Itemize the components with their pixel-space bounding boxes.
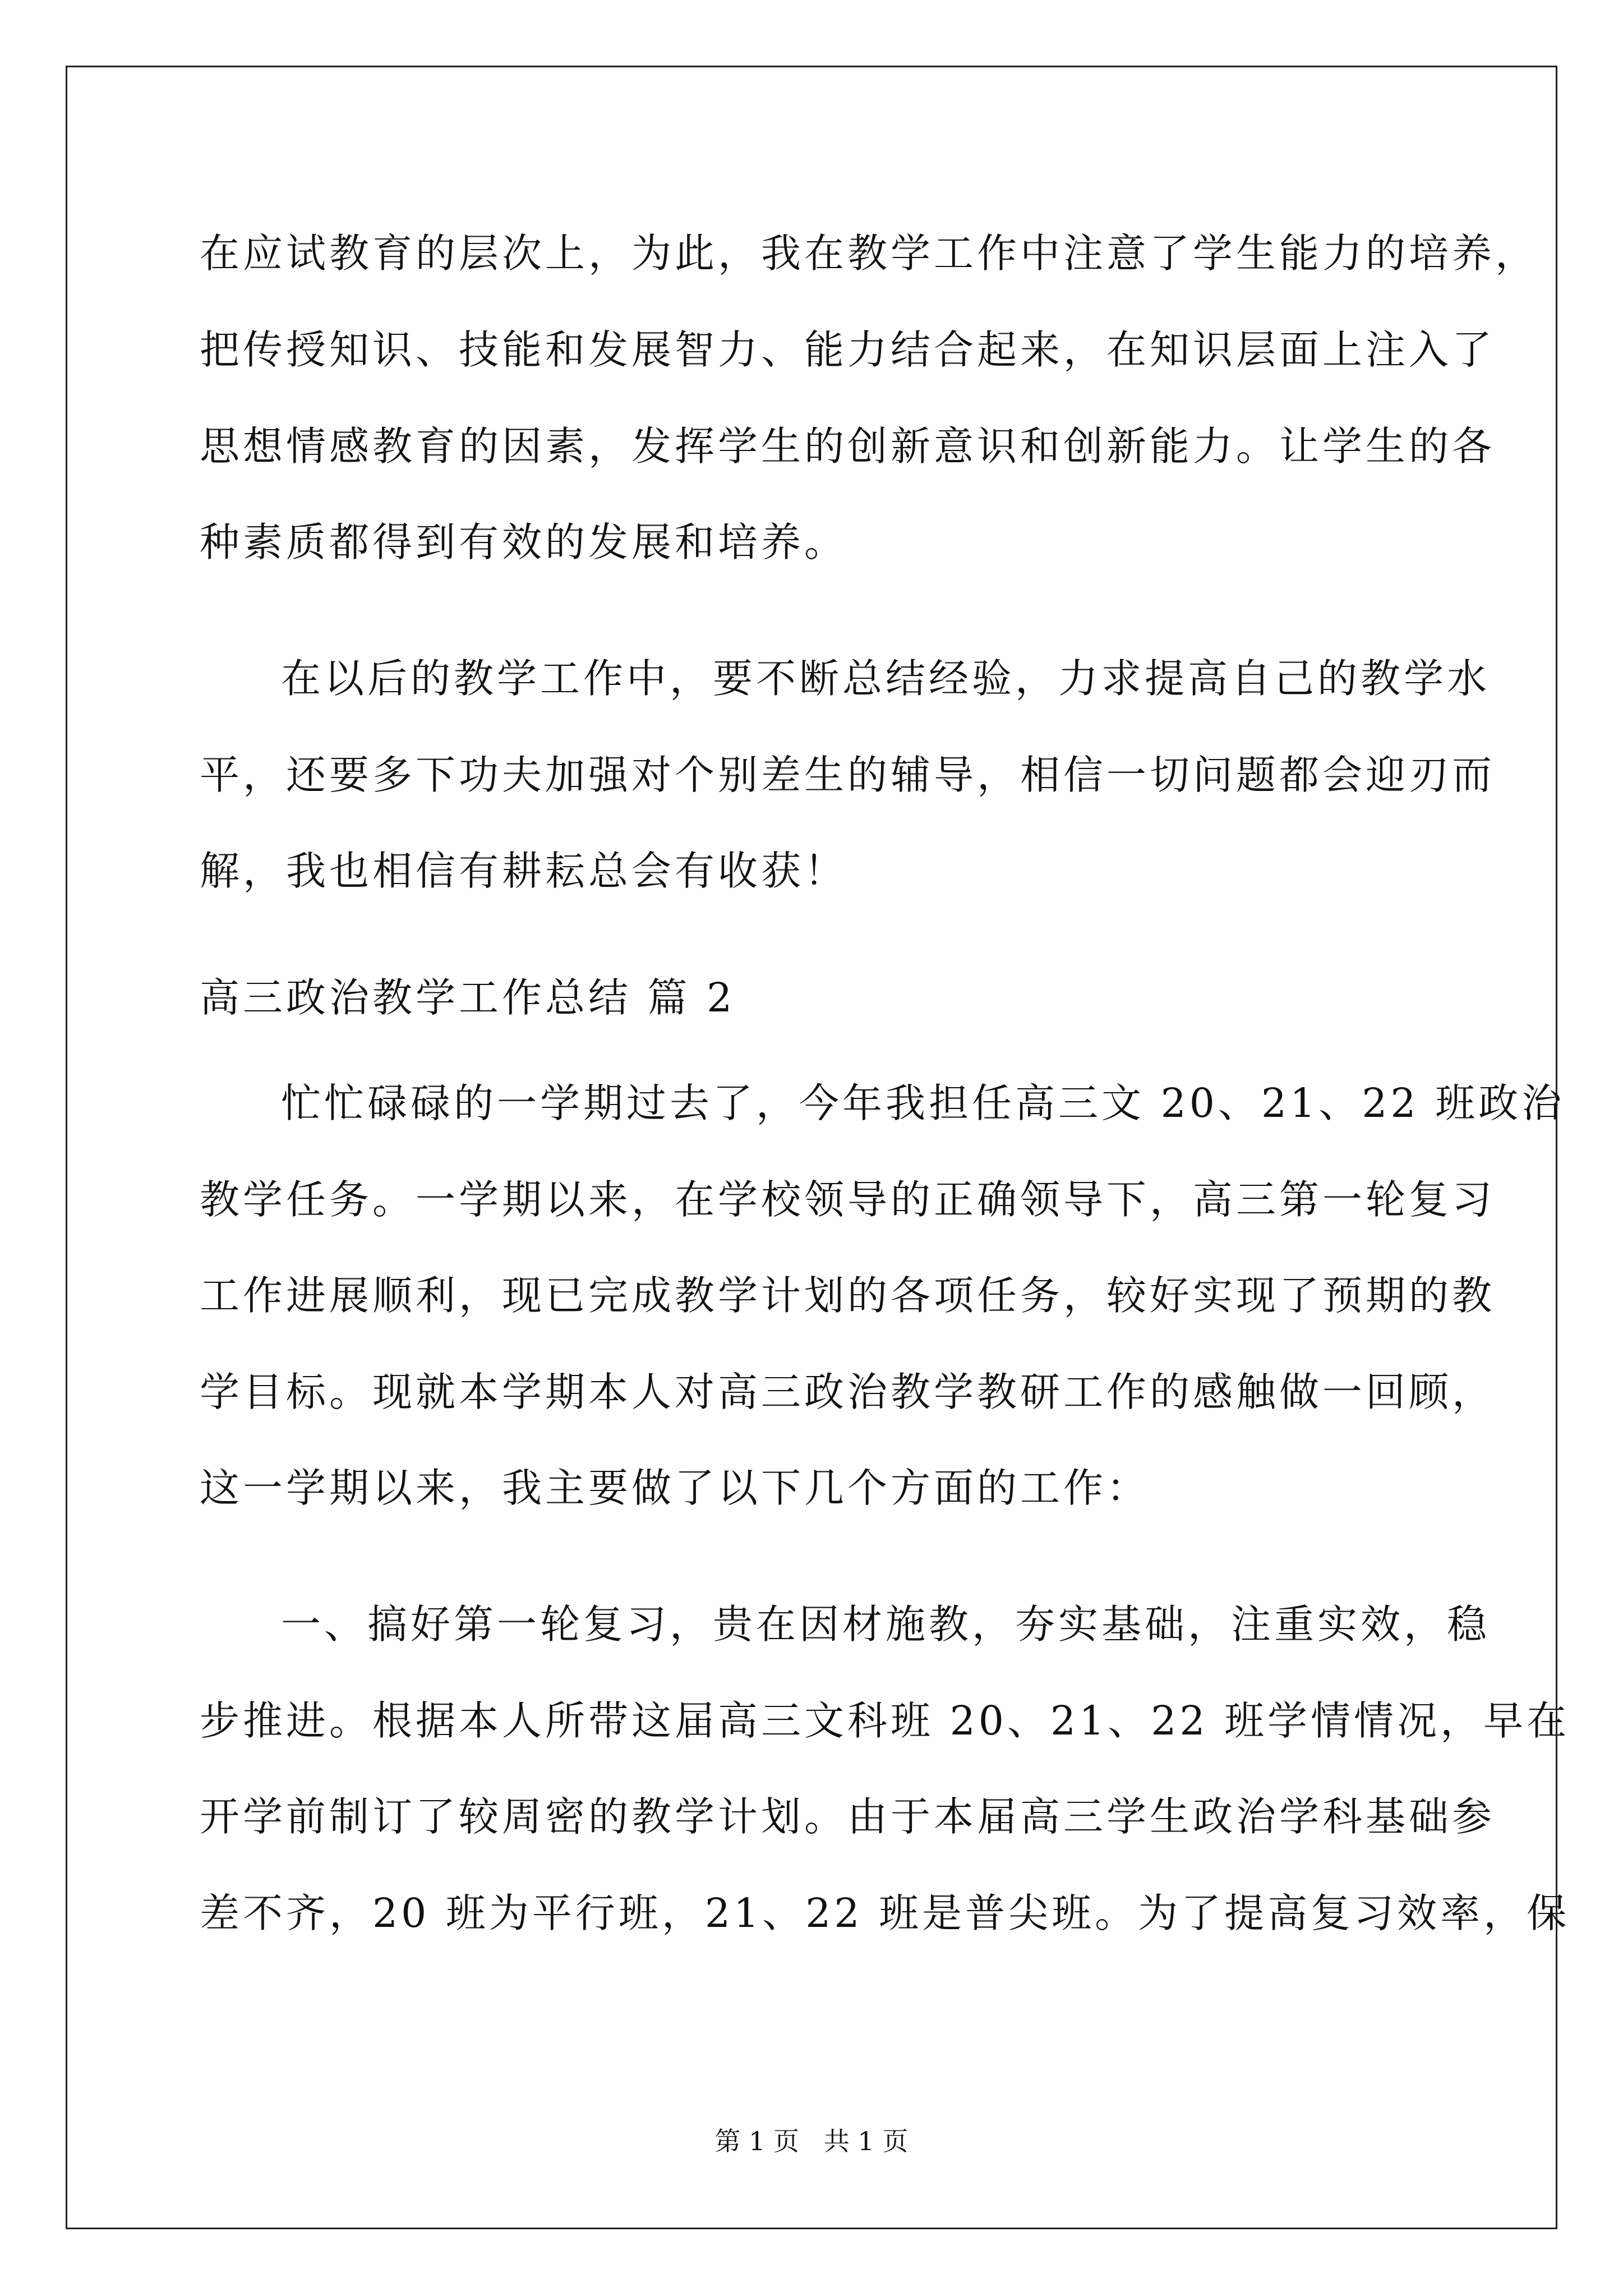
- text-line: 把传授知识、技能和发展智力、能力结合起来，在知识层面上注入了: [200, 326, 1496, 373]
- text-line: 一、搞好第一轮复习，贵在因材施教，夯实基础，注重实效，稳: [281, 1601, 1491, 1648]
- text-line: 工作进展顺利，现已完成教学计划的各项任务，较好实现了预期的教: [200, 1272, 1496, 1319]
- text-line: 种素质都得到有效的发展和培养。: [200, 519, 848, 565]
- text-line: 这一学期以来，我主要做了以下几个方面的工作：: [200, 1465, 1150, 1511]
- text-line: 差不齐，20 班为平行班，21、22 班是普尖班。为了提高复习效率，保: [200, 1890, 1570, 1936]
- page-number: 第 1 页 共 1 页: [714, 2126, 909, 2156]
- text-line: 平，还要多下功夫加强对个别差生的辅导，相信一切问题都会迎刃而: [200, 752, 1496, 798]
- text-line: 忙忙碌碌的一学期过去了，今年我担任高三文 20、21、22 班政治: [281, 1080, 1565, 1126]
- text-line: 在以后的教学工作中，要不断总结经验，力求提高自己的教学水: [281, 655, 1491, 702]
- text-line: 学目标。现就本学期本人对高三政治教学教研工作的感触做一回顾，: [200, 1369, 1496, 1415]
- text-line: 步推进。根据本人所带这届高三文科班 20、21、22 班学情情况，早在: [200, 1697, 1570, 1744]
- text-line: 在应试教育的层次上，为此，我在教学工作中注意了学生能力的培养，: [200, 230, 1539, 277]
- text-line: 教学任务。一学期以来，在学校领导的正确领导下，高三第一轮复习: [200, 1176, 1496, 1223]
- text-line: 解，我也相信有耕耘总会有收获！: [200, 848, 848, 894]
- text-line: 开学前制订了较周密的教学计划。由于本届高三学生政治学科基础参: [200, 1793, 1496, 1840]
- text-line: 思想情感教育的因素，发挥学生的创新意识和创新能力。让学生的各: [200, 423, 1496, 470]
- section-heading: 高三政治教学工作总结 篇 2: [200, 974, 736, 1021]
